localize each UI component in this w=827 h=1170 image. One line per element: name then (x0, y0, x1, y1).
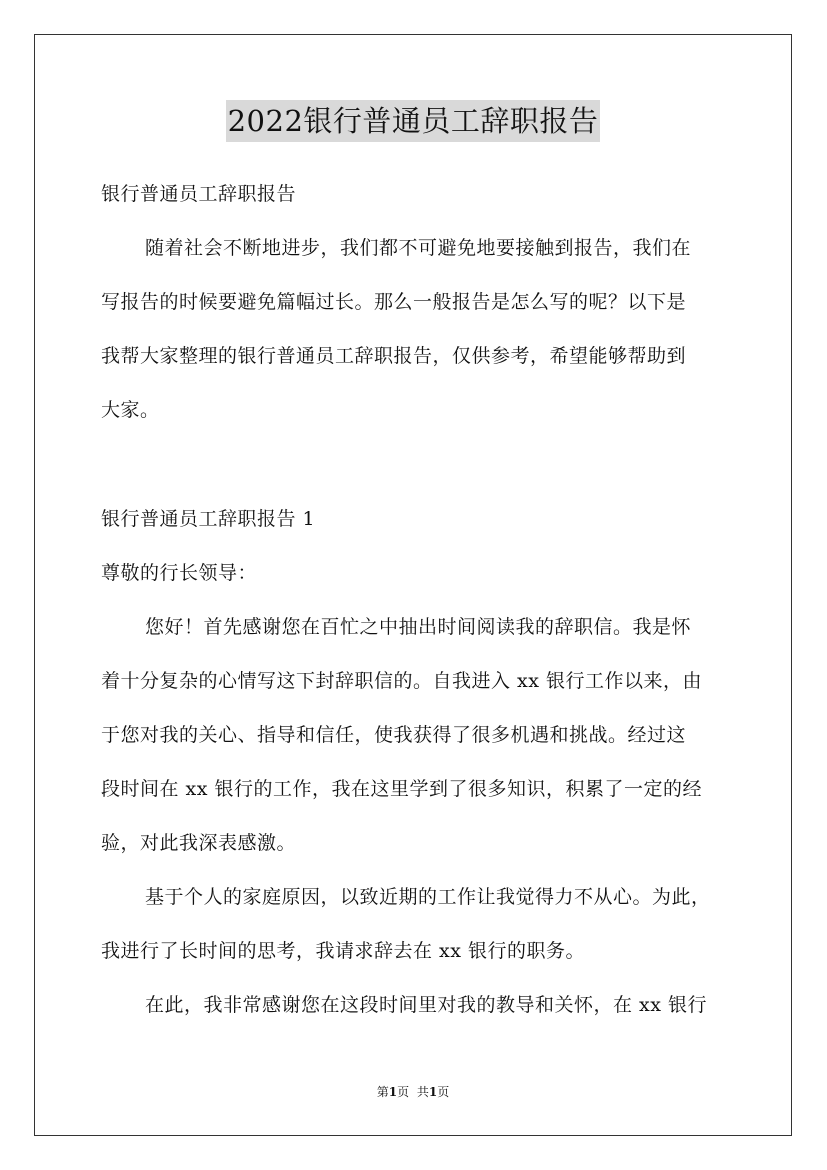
paragraph-line: 您好！首先感谢您在百忙之中抽出时间阅读我的辞职信。我是怀 (145, 616, 692, 638)
page-number: 1 (388, 1085, 398, 1099)
page-label-suffix: 页 (397, 1085, 410, 1099)
paragraph-line: 我帮大家整理的银行普通员工辞职报告，仅供参考，希望能够帮助到 (101, 345, 687, 367)
total-pages-suffix: 页 (437, 1085, 450, 1099)
salutation: 尊敬的行长领导： (101, 562, 258, 584)
paragraph-line: 着十分复杂的心情写这下封辞职信的。自我进入 xx 银行工作以来，由 (101, 670, 703, 692)
title-container (34, 100, 792, 142)
page-footer (34, 1084, 792, 1100)
paragraph-line: 验，对此我深表感激。 (101, 832, 297, 854)
paragraph-line: 大家。 (101, 399, 160, 421)
paragraph-line: 随着社会不断地进步，我们都不可避免地要接触到报告，我们在 (145, 237, 692, 259)
paragraph-line: 在此，我非常感谢您在这段时间里对我的教导和关怀，在 xx 银行 (145, 994, 708, 1016)
page-label-prefix: 第 (376, 1085, 389, 1099)
section-heading: 银行普通员工辞职报告 1 (101, 508, 316, 530)
paragraph-line: 基于个人的家庭原因，以致近期的工作让我觉得力不从心。为此， (145, 886, 711, 908)
paragraph-line: 于您对我的关心、指导和信任，使我获得了很多机遇和挑战。经过这 (101, 724, 687, 746)
paragraph-line: 我进行了长时间的思考，我请求辞去在 xx 银行的职务。 (101, 940, 586, 962)
paragraph-line: 段时间在 xx 银行的工作，我在这里学到了很多知识，积累了一定的经 (101, 778, 703, 800)
paragraph-line: 写报告的时候要避免篇幅过长。那么一般报告是怎么写的呢？以下是 (101, 291, 687, 313)
subtitle: 银行普通员工辞职报告 (101, 183, 297, 205)
total-pages: 1 (428, 1085, 438, 1099)
total-pages-prefix: 共 (416, 1085, 429, 1099)
document-title: 2022银行普通员工辞职报告 (226, 100, 601, 142)
